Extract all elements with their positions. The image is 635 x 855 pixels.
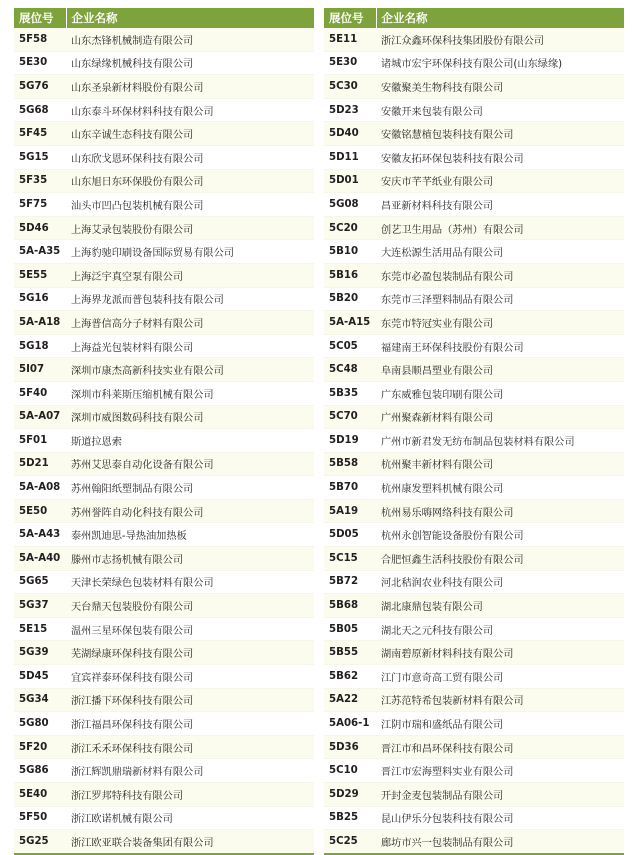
table-row bbox=[324, 381, 624, 405]
company-name: 汕头市凹凸包装机械有限公司 bbox=[66, 193, 314, 217]
company-name: 广东威雅包装印刷有限公司 bbox=[376, 381, 624, 405]
booth-number: 5E30 bbox=[14, 51, 66, 75]
booth-number: 5G65 bbox=[14, 570, 66, 594]
table-header bbox=[14, 8, 314, 28]
booth-number: 5B70 bbox=[324, 476, 376, 500]
table-row bbox=[14, 735, 314, 759]
company-name: 湖北康鼎包装有限公司 bbox=[376, 594, 624, 618]
company-name: 浙江欧诺机械有限公司 bbox=[66, 806, 314, 830]
booth-number: 5D40 bbox=[324, 122, 376, 146]
table-row bbox=[324, 547, 624, 571]
table-row bbox=[324, 216, 624, 240]
company-name: 山东绿缘机械科技有限公司 bbox=[66, 51, 314, 75]
booth-number: 5B72 bbox=[324, 570, 376, 594]
table-row bbox=[14, 830, 314, 854]
booth-number: 5A19 bbox=[324, 499, 376, 523]
booth-number: 5C25 bbox=[324, 830, 376, 854]
company-name: 昌亚新材料科技有限公司 bbox=[376, 193, 624, 217]
company-name: 安徽开来包装有限公司 bbox=[376, 98, 624, 122]
booth-number: 5D19 bbox=[324, 429, 376, 453]
table-row bbox=[324, 617, 624, 641]
company-name: 昆山伊乐分包装科技有限公司 bbox=[376, 806, 624, 830]
exhibitor-rows-left bbox=[14, 28, 314, 854]
booth-column-header: 展位号 bbox=[324, 8, 376, 28]
table-row bbox=[14, 405, 314, 429]
company-name: 山东欣戈恩环保科技有限公司 bbox=[66, 145, 314, 169]
booth-number: 5G18 bbox=[14, 334, 66, 358]
table-row bbox=[14, 216, 314, 240]
booth-number: 5G68 bbox=[14, 98, 66, 122]
booth-number: 5F58 bbox=[14, 28, 66, 51]
booth-number: 5E30 bbox=[324, 51, 376, 75]
company-name: 湖南碧原新材料科技有限公司 bbox=[376, 641, 624, 665]
company-name: 晋江市和昌环保科技有限公司 bbox=[376, 735, 624, 759]
table-row bbox=[14, 145, 314, 169]
company-name: 浙江罗邦特科技有限公司 bbox=[66, 783, 314, 807]
table-row bbox=[324, 429, 624, 453]
company-name: 合肥恒鑫生活科技股份有限公司 bbox=[376, 547, 624, 571]
booth-number: 5C48 bbox=[324, 358, 376, 382]
company-name: 山东杰锋机械制造有限公司 bbox=[66, 28, 314, 51]
table-row bbox=[324, 665, 624, 689]
company-name: 浙江欧亚联合装备集团有限公司 bbox=[66, 830, 314, 854]
company-name: 福建南王环保科技股份有限公司 bbox=[376, 334, 624, 358]
table-row bbox=[324, 452, 624, 476]
company-name: 山东旭日东环保股份有限公司 bbox=[66, 169, 314, 193]
table-row bbox=[14, 240, 314, 264]
booth-number: 5E40 bbox=[14, 783, 66, 807]
table-row bbox=[14, 523, 314, 547]
company-name: 开封金麦包装制品有限公司 bbox=[376, 783, 624, 807]
company-name: 上海艾录包装股份有限公司 bbox=[66, 216, 314, 240]
booth-number: 5D45 bbox=[14, 665, 66, 689]
booth-number: 5D29 bbox=[324, 783, 376, 807]
booth-number: 5C05 bbox=[324, 334, 376, 358]
table-row bbox=[14, 476, 314, 500]
table-row bbox=[324, 240, 624, 264]
table-row bbox=[14, 452, 314, 476]
table-row bbox=[14, 429, 314, 453]
table-row bbox=[324, 570, 624, 594]
company-name: 东莞市必盈包装制品有限公司 bbox=[376, 263, 624, 287]
table-row bbox=[14, 334, 314, 358]
booth-number: 5A-A07 bbox=[14, 405, 66, 429]
table-row bbox=[324, 98, 624, 122]
booth-number: 5B05 bbox=[324, 617, 376, 641]
booth-number: 5G25 bbox=[14, 830, 66, 854]
table-row bbox=[14, 499, 314, 523]
table-row bbox=[324, 75, 624, 99]
booth-number: 5B10 bbox=[324, 240, 376, 264]
company-name: 深圳市康杰高新科技实业有限公司 bbox=[66, 358, 314, 382]
table-row bbox=[324, 499, 624, 523]
company-name: 广州市新君发无纺布制品包装材料有限公司 bbox=[376, 429, 624, 453]
table-row bbox=[14, 783, 314, 807]
booth-number: 5E15 bbox=[14, 617, 66, 641]
booth-number: 5F01 bbox=[14, 429, 66, 453]
booth-number: 5F45 bbox=[14, 122, 66, 146]
table-row bbox=[14, 594, 314, 618]
table-row bbox=[324, 735, 624, 759]
table-row bbox=[324, 688, 624, 712]
booth-number: 5A06-1 bbox=[324, 712, 376, 736]
company-name: 东莞市三泽塑料制品有限公司 bbox=[376, 287, 624, 311]
booth-number: 5F35 bbox=[14, 169, 66, 193]
booth-number: 5B62 bbox=[324, 665, 376, 689]
company-name: 浙江辉凯鼎瑞新材料有限公司 bbox=[66, 759, 314, 783]
booth-number: 5G16 bbox=[14, 287, 66, 311]
company-name: 苏州翰阳纸塑制品有限公司 bbox=[66, 476, 314, 500]
booth-number: 5B16 bbox=[324, 263, 376, 287]
table-row bbox=[14, 28, 314, 51]
booth-number: 5B25 bbox=[324, 806, 376, 830]
table-row bbox=[324, 287, 624, 311]
exhibitor-table-left bbox=[14, 8, 314, 855]
booth-number: 5B35 bbox=[324, 381, 376, 405]
company-name: 江阴市瑞和盛纸品有限公司 bbox=[376, 712, 624, 736]
company-name: 湖北天之元科技有限公司 bbox=[376, 617, 624, 641]
table-row bbox=[324, 334, 624, 358]
company-name: 山东辛诚生态科技有限公司 bbox=[66, 122, 314, 146]
company-name: 山东泰斗环保材料科技有限公司 bbox=[66, 98, 314, 122]
booth-number: 5C70 bbox=[324, 405, 376, 429]
booth-number: 5D11 bbox=[324, 145, 376, 169]
company-name: 深圳市威图数码科技有限公司 bbox=[66, 405, 314, 429]
booth-number: 5A22 bbox=[324, 688, 376, 712]
table-row bbox=[324, 830, 624, 854]
booth-number: 5D36 bbox=[324, 735, 376, 759]
company-name: 杭州易乐嗨网络科技有限公司 bbox=[376, 499, 624, 523]
company-name: 安徽铭慧植包装科技有限公司 bbox=[376, 122, 624, 146]
booth-number: 5A-A40 bbox=[14, 547, 66, 571]
company-name: 浙江福昌环保科技有限公司 bbox=[66, 712, 314, 736]
table-row bbox=[324, 122, 624, 146]
table-row bbox=[14, 98, 314, 122]
booth-number: 5E55 bbox=[14, 263, 66, 287]
table-row bbox=[324, 759, 624, 783]
booth-number: 5A-A35 bbox=[14, 240, 66, 264]
company-name: 天津长荣绿色包装材料有限公司 bbox=[66, 570, 314, 594]
company-name: 天台鼎天包装股份有限公司 bbox=[66, 594, 314, 618]
booth-number: 5C15 bbox=[324, 547, 376, 571]
table-row bbox=[324, 145, 624, 169]
company-name: 诸城市宏宇环保科技有限公司(山东绿缘) bbox=[376, 51, 624, 75]
company-name: 滕州市志扬机械有限公司 bbox=[66, 547, 314, 571]
company-name: 浙江众鑫环保科技集团股份有限公司 bbox=[376, 28, 624, 51]
company-column-header: 企业名称 bbox=[66, 8, 314, 28]
company-name: 廊坊市兴一包装制品有限公司 bbox=[376, 830, 624, 854]
booth-number: 5F40 bbox=[14, 381, 66, 405]
company-name: 宜宾祥泰环保科技有限公司 bbox=[66, 665, 314, 689]
table-header bbox=[324, 8, 624, 28]
company-name: 杭州康发塑料机械有限公司 bbox=[376, 476, 624, 500]
table-row bbox=[14, 169, 314, 193]
company-name: 山东圣泉新材料股份有限公司 bbox=[66, 75, 314, 99]
booth-number: 5G34 bbox=[14, 688, 66, 712]
table-row bbox=[14, 806, 314, 830]
booth-number: 5F20 bbox=[14, 735, 66, 759]
booth-number: 5D21 bbox=[14, 452, 66, 476]
company-name: 上海益光包装材料有限公司 bbox=[66, 334, 314, 358]
booth-number: 5D05 bbox=[324, 523, 376, 547]
table-row bbox=[14, 712, 314, 736]
company-name: 杭州永创智能设备股份有限公司 bbox=[376, 523, 624, 547]
table-row bbox=[324, 712, 624, 736]
company-name: 芜湖绿康环保科技有限公司 bbox=[66, 641, 314, 665]
table-row bbox=[14, 547, 314, 571]
booth-number: 5G39 bbox=[14, 641, 66, 665]
table-row bbox=[14, 358, 314, 382]
table-row bbox=[14, 51, 314, 75]
table-row bbox=[324, 169, 624, 193]
booth-number: 5D46 bbox=[14, 216, 66, 240]
table-row bbox=[324, 358, 624, 382]
booth-number: 5F50 bbox=[14, 806, 66, 830]
table-row bbox=[14, 381, 314, 405]
table-row bbox=[324, 783, 624, 807]
company-name: 泰州凯迪思-导热油加热板 bbox=[66, 523, 314, 547]
company-name: 阜南县顺昌塑业有限公司 bbox=[376, 358, 624, 382]
table-row bbox=[324, 51, 624, 75]
table-row bbox=[14, 688, 314, 712]
company-name: 安徽友拓环保包装科技有限公司 bbox=[376, 145, 624, 169]
company-name: 创艺卫生用品（苏州）有限公司 bbox=[376, 216, 624, 240]
booth-number: 5E50 bbox=[14, 499, 66, 523]
booth-number: 5C30 bbox=[324, 75, 376, 99]
booth-number: 5G80 bbox=[14, 712, 66, 736]
company-name: 斯道拉恩索 bbox=[66, 429, 314, 453]
company-name: 温州三星环保包装有限公司 bbox=[66, 617, 314, 641]
table-row bbox=[324, 193, 624, 217]
table-row bbox=[324, 641, 624, 665]
company-column-header: 企业名称 bbox=[376, 8, 624, 28]
booth-number: 5E11 bbox=[324, 28, 376, 51]
table-row bbox=[14, 665, 314, 689]
table-row bbox=[14, 263, 314, 287]
exhibitor-rows-right bbox=[324, 28, 624, 854]
table-row bbox=[14, 75, 314, 99]
booth-number: 5A-A43 bbox=[14, 523, 66, 547]
company-name: 上海泛宇真空泵有限公司 bbox=[66, 263, 314, 287]
booth-number: 5G76 bbox=[14, 75, 66, 99]
company-name: 晋江市宏海塑料实业有限公司 bbox=[376, 759, 624, 783]
booth-column-header: 展位号 bbox=[14, 8, 66, 28]
company-name: 大连松源生活用品有限公司 bbox=[376, 240, 624, 264]
table-row bbox=[14, 759, 314, 783]
booth-number: 5A-A18 bbox=[14, 311, 66, 335]
table-row bbox=[324, 263, 624, 287]
booth-number: 5G15 bbox=[14, 145, 66, 169]
company-name: 安庆市芊芊纸业有限公司 bbox=[376, 169, 624, 193]
booth-number: 5G37 bbox=[14, 594, 66, 618]
company-name: 河北秸润农业科技有限公司 bbox=[376, 570, 624, 594]
company-name: 江苏范特希包装新材料有限公司 bbox=[376, 688, 624, 712]
table-row bbox=[324, 594, 624, 618]
booth-number: 5B68 bbox=[324, 594, 376, 618]
booth-number: 5G86 bbox=[14, 759, 66, 783]
booth-number: 5D23 bbox=[324, 98, 376, 122]
company-name: 杭州聚丰新材料有限公司 bbox=[376, 452, 624, 476]
table-row bbox=[324, 311, 624, 335]
company-name: 上海普信高分子材料有限公司 bbox=[66, 311, 314, 335]
table-row bbox=[14, 122, 314, 146]
company-name: 上海界龙派而普包装科技有限公司 bbox=[66, 287, 314, 311]
booth-number: 5C20 bbox=[324, 216, 376, 240]
table-row bbox=[14, 193, 314, 217]
booth-number: 5B58 bbox=[324, 452, 376, 476]
company-name: 东莞市特冠实业有限公司 bbox=[376, 311, 624, 335]
table-row bbox=[324, 476, 624, 500]
company-name: 上海豹驰印刷设备国际贸易有限公司 bbox=[66, 240, 314, 264]
company-name: 安徽聚美生物科技有限公司 bbox=[376, 75, 624, 99]
company-name: 浙江禾禾环保科技有限公司 bbox=[66, 735, 314, 759]
company-name: 苏州誉阵自动化科技有限公司 bbox=[66, 499, 314, 523]
booth-number: 5B55 bbox=[324, 641, 376, 665]
table-row bbox=[14, 641, 314, 665]
booth-number: 5D01 bbox=[324, 169, 376, 193]
booth-number: 5A-A08 bbox=[14, 476, 66, 500]
table-row bbox=[14, 311, 314, 335]
company-name: 苏州艾思泰自动化设备有限公司 bbox=[66, 452, 314, 476]
booth-number: 5F75 bbox=[14, 193, 66, 217]
table-row bbox=[324, 523, 624, 547]
table-row bbox=[324, 405, 624, 429]
exhibitor-table-right bbox=[324, 8, 624, 855]
company-name: 广州聚森新材料有限公司 bbox=[376, 405, 624, 429]
booth-number: 5B20 bbox=[324, 287, 376, 311]
table-row bbox=[14, 570, 314, 594]
table-row bbox=[324, 28, 624, 51]
booth-number: 5C10 bbox=[324, 759, 376, 783]
company-name: 浙江播下环保科技有限公司 bbox=[66, 688, 314, 712]
table-row bbox=[324, 806, 624, 830]
company-name: 江门市意奇高工贸有限公司 bbox=[376, 665, 624, 689]
booth-number: 5I07 bbox=[14, 358, 66, 382]
company-name: 深圳市科莱斯压缩机械有限公司 bbox=[66, 381, 314, 405]
table-row bbox=[14, 617, 314, 641]
table-row bbox=[14, 287, 314, 311]
booth-number: 5G08 bbox=[324, 193, 376, 217]
booth-number: 5A-A15 bbox=[324, 311, 376, 335]
